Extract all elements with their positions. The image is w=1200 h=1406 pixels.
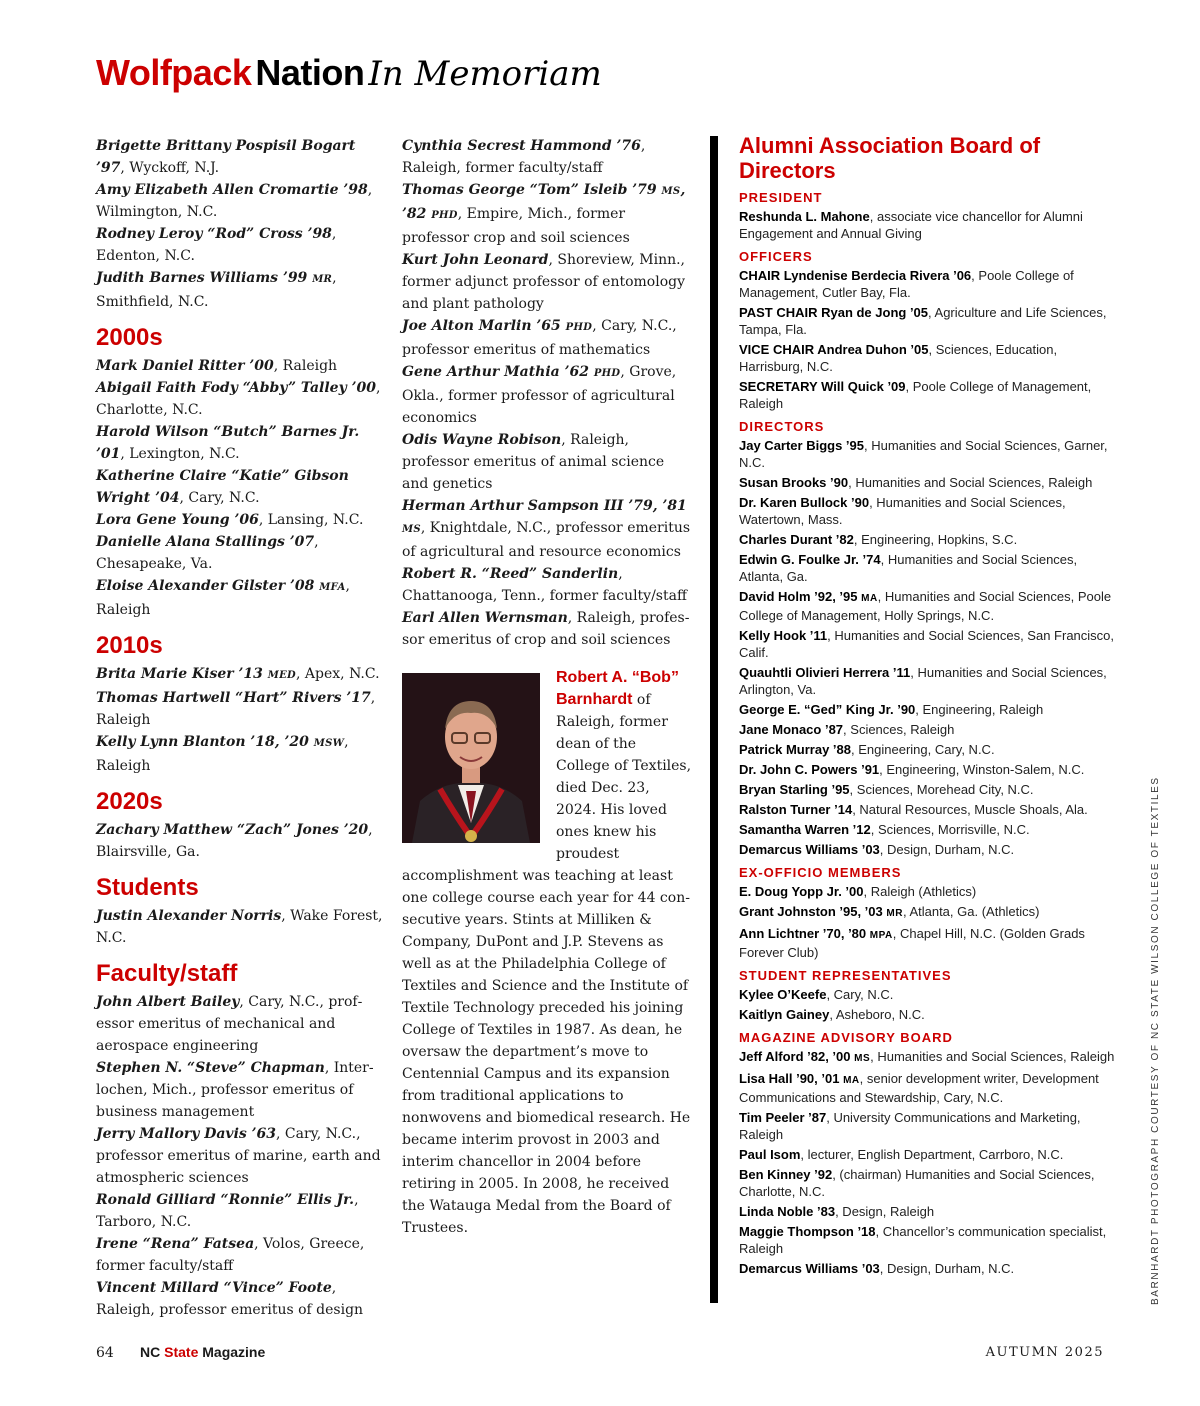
entry-name: Danielle Alana Stallings ’07 xyxy=(96,534,315,550)
list-item xyxy=(739,841,1124,858)
entry-name: PAST CHAIR Ryan de Jong ’05 xyxy=(739,305,929,320)
board-section-heading: EX-OFFICIO MEMBERS xyxy=(739,865,902,880)
list-item xyxy=(96,1057,386,1123)
entry-detail: , Humanities and Social Sciences, San Francisco, Calif. xyxy=(739,628,1115,660)
entry-detail: , Engineering, Cary, N.C. xyxy=(851,742,995,757)
entry-name: Edwin G. Foulke Jr. ’74 xyxy=(739,552,881,567)
list-item xyxy=(739,1006,1124,1023)
list-item xyxy=(402,429,692,495)
entry-name: Charles Durant ’82 xyxy=(739,532,854,547)
entry-name: Mark Daniel Ritter ’00 xyxy=(96,358,274,374)
entry-name: Grant Johnston ’95, ’03 xyxy=(739,904,887,919)
entry-detail: , Edenton, N.C. xyxy=(96,226,337,264)
list-item xyxy=(739,986,1124,1003)
entry-detail: , Shoreview, Minn., former adjunct professor of entomology and plant pathology xyxy=(402,252,686,312)
entry-detail: , Raleigh (Athletics) xyxy=(863,884,977,899)
entry-detail: , Tarboro, N.C. xyxy=(96,1192,359,1230)
degree-abbrev: MR xyxy=(886,908,903,919)
entry-name: VICE CHAIR Andrea Duhon ’05 xyxy=(739,342,929,357)
entry-name: Judith Barnes Williams ’99 xyxy=(96,270,313,286)
entry-name: Linda Noble ’83 xyxy=(739,1204,836,1219)
entry-name: Jane Monaco ’87 xyxy=(739,722,844,737)
entry-detail: , (chairman) Humanities and Social Sciences, Charlotte, N.C. xyxy=(739,1167,1095,1199)
list-item xyxy=(402,135,692,179)
entry-name: Thomas George “Tom” Isleib ’79 xyxy=(402,182,662,198)
entry-name: Zachary Matthew “Zach” Jones ’20 xyxy=(96,822,369,838)
degree-abbrev: MS xyxy=(402,524,421,535)
list-item xyxy=(739,627,1124,661)
entry-name: Bryan Starling ’95 xyxy=(739,782,850,797)
entry-detail: , Lansing, N.C. xyxy=(258,512,364,528)
board-column xyxy=(739,133,1124,1280)
entry-name: Vincent Millard “Vince” Foote xyxy=(96,1280,332,1296)
decade-2020s-heading: 2020s xyxy=(96,788,163,815)
entry-detail: , Apex, N.C. xyxy=(296,666,380,682)
entry-name: Lora Gene Young ’06 xyxy=(96,512,259,528)
decade-2000s-heading: 2000s xyxy=(96,324,163,351)
list-item xyxy=(739,341,1124,375)
entry-detail: , Raleigh, former faculty/staff xyxy=(402,138,646,176)
mag-rest: Magazine xyxy=(198,1344,266,1360)
entry-name: Irene “Rena” Fatsea xyxy=(96,1236,255,1252)
list-item xyxy=(96,731,386,777)
entry-name: Patrick Murray ’88 xyxy=(739,742,852,757)
entry-detail: , Humanities and Social Sciences, Arlington, Va. xyxy=(739,665,1107,697)
entry-detail: , Cary, N.C., professor emeritus of mathematics xyxy=(402,318,677,358)
entry-name: Jay Carter Biggs ’95 xyxy=(739,438,865,453)
list-item xyxy=(739,721,1124,738)
list-item xyxy=(96,267,386,313)
list-item xyxy=(96,465,386,509)
brand-nation: Nation xyxy=(255,52,365,93)
board-title: Alumni Association Board of Directors xyxy=(739,133,1041,183)
entry-name: Reshunda L. Mahone xyxy=(739,209,870,224)
entry-name: Maggie Thompson ’18 xyxy=(739,1224,876,1239)
list-item xyxy=(96,421,386,465)
entry-name: Abigail Faith Fody “Abby” Talley ’00 xyxy=(96,380,376,396)
barnhardt-photo xyxy=(402,673,540,843)
entry-detail: , Cary, N.C. xyxy=(826,987,894,1002)
degree-abbrev: MFA xyxy=(319,582,346,593)
entry-name: Earl Allen Wernsman xyxy=(402,610,568,626)
list-item xyxy=(739,1146,1124,1163)
photo-credit: BARNHARDT PHOTOGRAPH COURTESY OF NC STATE WILSON COLLEGE OF TEXTILES xyxy=(1150,776,1161,1305)
entry-name: Tim Peeler ’87 xyxy=(739,1110,827,1125)
entry-detail: , Asheboro, N.C. xyxy=(829,1007,925,1022)
entry-detail: , Poole College of Management, Cutler Bay, Fla. xyxy=(739,268,1074,300)
entry-detail: , Knightdale, N.C., professor emeritus of agricultural and resource economics xyxy=(402,520,691,560)
page-header xyxy=(96,52,602,94)
page-number: 64 xyxy=(96,1345,114,1361)
entry-name: Quauhtli Olivieri Herrera ’11 xyxy=(739,665,911,680)
entry-detail: , Humanities and Social Sciences, Raleigh xyxy=(870,1049,1115,1064)
degree-abbrev: MA xyxy=(861,593,878,604)
entry-detail: , Sciences, Morrisville, N.C. xyxy=(870,822,1030,837)
entry-name: Eloise Alexander Gilster ’08 xyxy=(96,578,320,594)
entry-name: Cynthia Secrest Hammond ’76 xyxy=(402,138,641,154)
entry-name: Brigette Brittany Pospisil Bogart ’97 xyxy=(96,138,356,176)
entry-detail: , associate vice chancellor for Alumni Engagement and Annual Giving xyxy=(739,209,1083,241)
list-item xyxy=(739,903,1124,922)
entry-detail: , Empire, Mich., former professor crop and soil sciences xyxy=(402,206,630,246)
list-item xyxy=(96,663,386,687)
obituary xyxy=(402,667,692,1239)
entry-name: E. Doug Yopp Jr. ’00 xyxy=(739,884,864,899)
list-item xyxy=(96,135,386,179)
list-item xyxy=(96,819,386,863)
list-item xyxy=(739,494,1124,528)
entry-name: George E. “Ged” King Jr. ’90 xyxy=(739,702,916,717)
list-item xyxy=(739,701,1124,718)
lead-list xyxy=(96,135,386,313)
entry-detail: , Chapel Hill, N.C. (Golden Grads Forever Club) xyxy=(739,926,1085,960)
list-item xyxy=(739,588,1124,624)
list-item xyxy=(739,761,1124,778)
faculty-heading: Faculty/staff xyxy=(96,960,238,987)
entry-detail: , Engineering, Winston-Salem, N.C. xyxy=(879,762,1085,777)
entry-detail: , Humanities and Social Sciences, Poole College of Management, Holly Springs, N.C. xyxy=(739,589,1112,623)
list-item xyxy=(96,223,386,267)
degree-abbrev: MPA xyxy=(869,930,893,941)
entry-detail: , Chancellor’s communication specialist, Raleigh xyxy=(739,1224,1107,1256)
list-item xyxy=(739,741,1124,758)
list-item xyxy=(739,531,1124,548)
list-item xyxy=(739,801,1124,818)
entry-name: Jerry Mallory Davis ’63 xyxy=(96,1126,276,1142)
entry-name: David Holm ’92, ’95 xyxy=(739,589,862,604)
degree-abbrev: PHD xyxy=(565,322,593,333)
entry-name: Kylee O’Keefe xyxy=(739,987,827,1002)
list-item xyxy=(96,905,386,949)
list-item xyxy=(96,377,386,421)
entry-detail: , Wake Forest, N.C. xyxy=(96,908,383,946)
entry-detail: , Blairsville, Ga. xyxy=(96,822,373,860)
list-item xyxy=(96,1189,386,1233)
list-item xyxy=(402,315,692,361)
entry-detail: , Interlochen, Mich., professor emeritus of business management xyxy=(96,1060,374,1120)
entry-name: Kelly Hook ’11 xyxy=(739,628,828,643)
entry-detail: , Engineering, Raleigh xyxy=(915,702,1044,717)
memoriam-column-1 xyxy=(96,135,386,1321)
list-item xyxy=(739,1070,1124,1106)
entry-detail: , Smithfield, N.C. xyxy=(96,270,337,310)
entry-detail: , Chattanooga, Tenn., former faculty/staff xyxy=(402,566,687,604)
mag-nc: NC xyxy=(140,1344,165,1360)
list-item xyxy=(96,1277,386,1321)
entry-detail: , Atlanta, Ga. (Athletics) xyxy=(902,904,1040,919)
entry-name: Ralston Turner ’14 xyxy=(739,802,853,817)
list-item xyxy=(96,687,386,731)
list-item xyxy=(96,1233,386,1277)
decade-2020s-list xyxy=(96,819,386,863)
list-item xyxy=(739,1109,1124,1143)
degree-abbrev: MA xyxy=(843,1075,860,1086)
entry-name: Odis Wayne Robison xyxy=(402,432,562,448)
entry-detail: , Humanities and Social Sciences, Raleigh xyxy=(848,475,1093,490)
entry-detail: , Wyckoff, N.J. xyxy=(120,160,220,176)
entry-detail: , lecturer, English Department, Carrboro, N.C. xyxy=(800,1147,1064,1162)
entry-name: Joe Alton Marlin ’65 xyxy=(402,318,566,334)
entry-name: Stephen N. “Steve” Chapman xyxy=(96,1060,325,1076)
list-item xyxy=(739,437,1124,471)
list-item xyxy=(739,208,1124,242)
entry-detail: , Design, Raleigh xyxy=(835,1204,935,1219)
brand-wolfpack: Wolfpack xyxy=(96,52,252,93)
degree-abbrev: MR xyxy=(312,274,333,285)
entry-detail: , Charlotte, N.C. xyxy=(96,380,381,418)
list-item xyxy=(402,361,692,429)
entry-detail: , Agriculture and Life Sciences, Tampa, Fla. xyxy=(739,305,1107,337)
section-title: In Memoriam xyxy=(368,54,602,94)
memoriam-column-2 xyxy=(402,135,692,1239)
list-item xyxy=(739,378,1124,412)
entry-detail: , Grove, Okla., former professor of agricultural economics xyxy=(402,364,677,426)
board-section-heading: STUDENT REPRESENTATIVES xyxy=(739,968,952,983)
degree-abbrev: MS xyxy=(854,1053,871,1064)
entry-name: SECRETARY Will Quick ’09 xyxy=(739,379,906,394)
list-item xyxy=(739,304,1124,338)
entry-name: Justin Alexander Norris xyxy=(96,908,282,924)
list-item xyxy=(96,1123,386,1189)
entry-name: Demarcus Williams ’03 xyxy=(739,842,880,857)
entry-name: Kelly Lynn Blanton ’18, ’20 xyxy=(96,734,314,750)
entry-name: Brita Marie Kiser ’13 xyxy=(96,666,268,682)
entry-name: Demarcus Williams ’03 xyxy=(739,1261,880,1276)
entry-detail: , Raleigh xyxy=(273,358,338,374)
entry-name: Paul Isom xyxy=(739,1147,801,1162)
list-item xyxy=(96,575,386,621)
entry-name: Thomas Hartwell “Hart” Rivers ’17 xyxy=(96,690,371,706)
degree-abbrev: PHD xyxy=(593,368,621,379)
degree-abbrev: MS xyxy=(661,186,681,197)
entry-detail: , Sciences, Morehead City, N.C. xyxy=(849,782,1034,797)
list-item xyxy=(96,509,386,531)
entry-detail: , Cary, N.C. xyxy=(179,490,260,506)
entry-detail: , Cary, N.C., professor emeritus of mechanical and aerospace engineering xyxy=(96,994,363,1054)
entry-detail: , Wilmington, N.C. xyxy=(96,182,373,220)
entry-name: Lisa Hall ’90, ’01 xyxy=(739,1071,844,1086)
portrait-image xyxy=(402,673,540,843)
board-section-heading: DIRECTORS xyxy=(739,419,825,434)
entry-name: Harold Wilson “Butch” Barnes Jr. ’01 xyxy=(96,424,360,462)
list-item xyxy=(402,495,692,563)
entry-detail: , Raleigh xyxy=(96,690,376,728)
list-item xyxy=(739,267,1124,301)
list-item xyxy=(402,179,692,249)
decade-2010s-list xyxy=(96,663,386,777)
entry-detail: , Humanities and Social Sciences, Watertown, Mass. xyxy=(739,495,1066,527)
list-item xyxy=(739,1260,1124,1277)
faculty-list xyxy=(96,991,386,1321)
list-item xyxy=(739,781,1124,798)
column-divider xyxy=(710,136,718,1303)
entry-detail: , Humanities and Social Sciences, Garner, N.C. xyxy=(739,438,1108,470)
decade-2010s-heading: 2010s xyxy=(96,632,163,659)
entry-detail: , Cary, N.C., professor emeritus of marine, earth and atmospheric sciences xyxy=(96,1126,381,1186)
entry-name: Dr. John C. Powers ’91 xyxy=(739,762,880,777)
entry-detail: , Natural Resources, Muscle Shoals, Ala. xyxy=(852,802,1088,817)
decade-2000s-list xyxy=(96,355,386,621)
degree-abbrev: PHD xyxy=(431,210,458,221)
entry-name: Kurt John Leonard xyxy=(402,252,549,268)
entry-name: Kaitlyn Gainey xyxy=(739,1007,830,1022)
list-item xyxy=(739,474,1124,491)
entry-name: Herman Arthur Sampson III ’79, ’81 xyxy=(402,498,687,514)
entry-detail: , Design, Durham, N.C. xyxy=(879,1261,1015,1276)
list-item xyxy=(402,607,692,651)
entry-detail: , University Communications and Marketing, Raleigh xyxy=(739,1110,1081,1142)
list-item xyxy=(739,925,1124,961)
list-item xyxy=(739,664,1124,698)
entry-name: Katherine Claire “Katie” Gibson Wright ’04 xyxy=(96,468,349,506)
list-item xyxy=(402,563,692,607)
list-item xyxy=(96,179,386,223)
entry-name: Dr. Karen Bullock ’90 xyxy=(739,495,870,510)
faculty-list-cont xyxy=(402,135,692,651)
list-item xyxy=(739,1048,1124,1067)
entry-name: Amy Elizabeth Allen Cromartie ’98 xyxy=(96,182,368,198)
degree-abbrev: MSW xyxy=(313,738,345,749)
entry-detail: , Volos, Greece, former faculty/staff xyxy=(96,1236,365,1274)
entry-detail: , Raleigh xyxy=(96,734,349,774)
entry-name: Gene Arthur Mathia ’62 xyxy=(402,364,594,380)
magazine-name xyxy=(140,1344,265,1360)
entry-name: Ann Lichtner ’70, ’80 xyxy=(739,926,870,941)
entry-detail: , Humanities and Social Sciences, Atlanta, Ga. xyxy=(739,552,1078,584)
entry-detail: , Sciences, Education, Harrisburg, N.C. xyxy=(739,342,1058,374)
board-section-heading: OFFICERS xyxy=(739,249,813,264)
degree-abbrev: MED xyxy=(267,670,297,681)
list-item xyxy=(739,883,1124,900)
obituary-name: Robert A. “Bob” Barnhardt xyxy=(556,669,679,708)
board-section-heading: PRESIDENT xyxy=(739,190,823,205)
list-item xyxy=(739,821,1124,838)
entry-name: Jeff Alford ’82, ’00 xyxy=(739,1049,855,1064)
entry-detail: , Raleigh, professor emeritus of crop and soil sciences xyxy=(402,610,690,648)
students-heading: Students xyxy=(96,874,199,901)
list-item xyxy=(739,1223,1124,1257)
entry-detail: , Poole College of Management, Raleigh xyxy=(739,379,1092,411)
entry-name: Samantha Warren ’12 xyxy=(739,822,871,837)
mag-state: State xyxy=(164,1344,199,1360)
issue-date: AUTUMN 2025 xyxy=(985,1345,1104,1360)
entry-name: Susan Brooks ’90 xyxy=(739,475,849,490)
entry-detail: , Lexington, N.C. xyxy=(120,446,240,462)
entry-name: CHAIR Lyndenise Berdecia Rivera ’06 xyxy=(739,268,972,283)
entry-detail: , Design, Durham, N.C. xyxy=(879,842,1015,857)
entry-name: , ’82 xyxy=(402,182,686,222)
list-item xyxy=(402,249,692,315)
entry-name: Ben Kinney ’92 xyxy=(739,1167,833,1182)
board-sections xyxy=(739,189,1124,1277)
obituary-body: of Raleigh, former dean of the College of Textiles, died Dec. 23, 2024. His loved ones knew his proudest accomplishment was teaching at least one college course each year for 44 consecutive years. Stints at Milliken & Company, DuPont and J.P. Stevens as well as at the Philadelphia College of Textiles and Science and the Institute of Textile Technology preceded his joining College of Textiles in 1987. As dean, he oversaw the department’s move to Centennial Campus and its expansion from traditional applications to nonwovens and biomedical research. He became interim provost in 2003 and interim chancellor in 2004 before retiring in 2005. In 2008, he received the Watauga Medal from the Board of Trustees. xyxy=(402,692,692,1236)
entry-detail: , Engineering, Hopkins, S.C. xyxy=(853,532,1018,547)
list-item xyxy=(739,1166,1124,1200)
entry-name: Robert R. “Reed” Sanderlin xyxy=(402,566,619,582)
entry-detail: , Raleigh, professor emeritus of animal science and genetics xyxy=(402,432,665,492)
list-item xyxy=(739,551,1124,585)
entry-detail: , Chesapeake, Va. xyxy=(96,534,319,572)
list-item xyxy=(96,991,386,1057)
students-list xyxy=(96,905,386,949)
board-section-heading: MAGAZINE ADVISORY BOARD xyxy=(739,1030,953,1045)
entry-detail: , Raleigh xyxy=(96,578,350,618)
entry-detail: , Raleigh, professor emeritus of design xyxy=(96,1280,364,1318)
entry-name: Rodney Leroy “Rod” Cross ’98 xyxy=(96,226,332,242)
list-item xyxy=(739,1203,1124,1220)
entry-name: Ronald Gilliard “Ronnie” Ellis Jr. xyxy=(96,1192,355,1208)
list-item xyxy=(96,355,386,377)
entry-detail: , Sciences, Raleigh xyxy=(843,722,955,737)
entry-detail: , senior development writer, Development Communications and Stewardship, Cary, N.C. xyxy=(739,1071,1099,1105)
entry-name: John Albert Bailey xyxy=(96,994,240,1010)
list-item xyxy=(96,531,386,575)
